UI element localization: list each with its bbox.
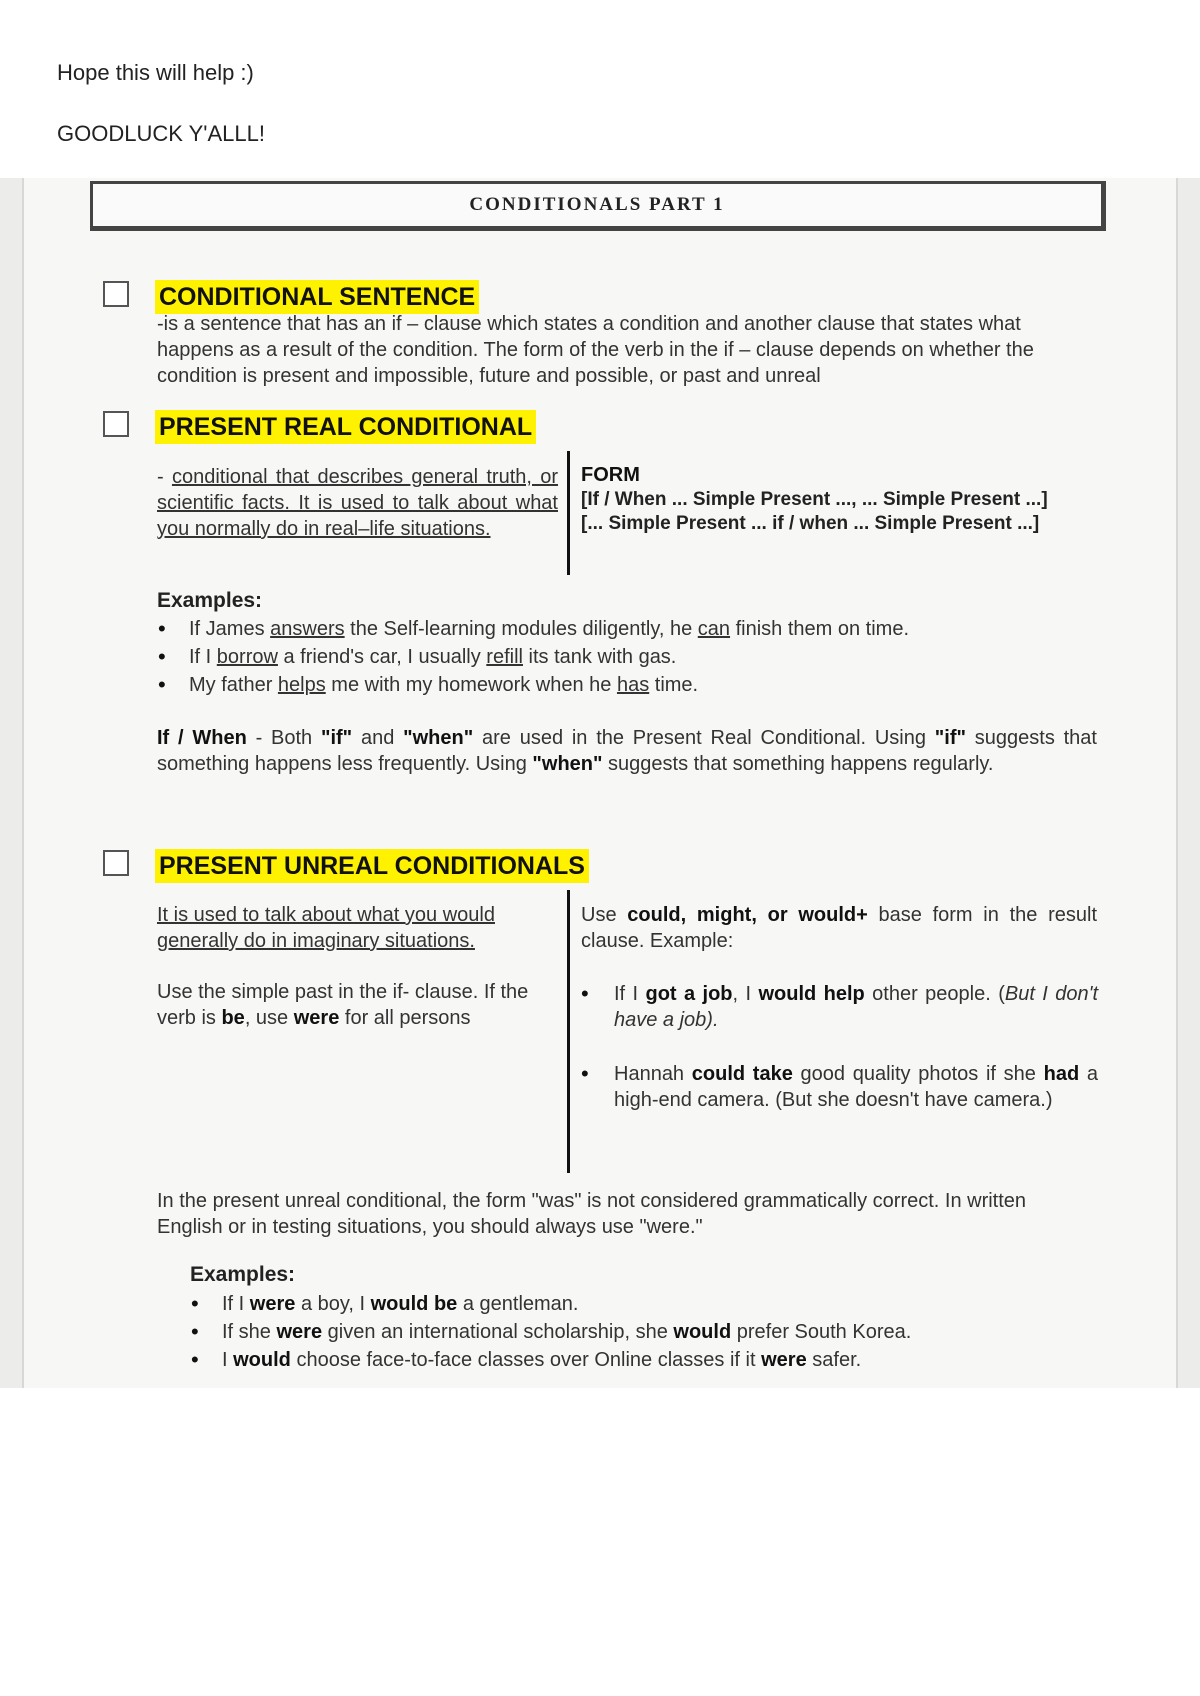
conditional-sentence-checkbox[interactable] [103, 281, 129, 307]
list-item: • If I borrow a friend's car, I usually refill its tank with gas. [155, 643, 1075, 671]
conditional-sentence-definition: -is a sentence that has an if – clause which states a condition and another clause that states what happens as a result of the condition. The form of the verb in the if – clause depends on whether the condition is present and impossible, future and possible, or past and unreal [157, 313, 1034, 387]
list-item: • If she were given an international scholarship, she would prefer South Korea. [188, 1318, 1088, 1346]
form-line-1: [If / When ... Simple Present ..., ... Simple Present ...] [581, 489, 1048, 510]
present-unreal-examples-list [188, 1290, 1088, 1374]
present-unreal-use-note: Use could, might, or would+ base form in the result clause. Example: [581, 904, 1098, 952]
form-line-2: [... Simple Present ... if / when ... Simple Present ...] [581, 513, 1040, 534]
note-line-1: Hope this will help :) [57, 60, 254, 85]
present-real-definition [157, 464, 558, 542]
present-unreal-checkbox[interactable] [103, 850, 129, 876]
list-item: • I would choose face-to-face classes over Online classes if it were safer. [188, 1346, 1088, 1374]
present-real-examples-list [155, 615, 1075, 699]
form-title: FORM [581, 464, 640, 486]
note-line-2: GOODLUCK Y'ALLL! [57, 121, 265, 146]
list-item: • My father helps me with my homework when he has time. [155, 671, 1075, 699]
present-real-definition-text: conditional that describes general truth, or scientific facts. It is used to talk about what you normally do in real–life situations. [157, 466, 558, 540]
present-real-checkbox[interactable] [103, 411, 129, 437]
list-item: • If I were a boy, I would be a gentleman. [188, 1290, 1088, 1318]
conditional-sentence-heading: CONDITIONAL SENTENCE [155, 280, 479, 314]
present-real-divider [567, 451, 570, 575]
present-unreal-divider [567, 890, 570, 1173]
present-unreal-usage: It is used to talk about what you would generally do in imaginary situations. [157, 904, 495, 952]
present-real-heading: PRESENT REAL CONDITIONAL [155, 410, 536, 444]
present-real-definition-dash: - [157, 466, 164, 488]
was-were-note: In the present unreal conditional, the form "was" is not considered grammatically correct. In written English or in testing situations, you should always use "were." [157, 1190, 1027, 1238]
list-item: • If James answers the Self-learning modules diligently, he can finish them on time. [155, 615, 1075, 643]
present-unreal-right-examples [578, 981, 1098, 1113]
list-item: • Hannah could take good quality photos if she had a high-end camera. (But she doesn't have camera.) [578, 1061, 1098, 1113]
if-when-explanation: If / When - Both "if" and "when" are used in the Present Real Conditional. Using "if" suggests that something happens less frequently. Using "when" suggests that something happens regularly. [157, 727, 1097, 775]
list-item: • If I got a job, I would help other people. (But I don't have a job). [578, 981, 1098, 1033]
present-unreal-examples-title: Examples: [190, 1263, 296, 1286]
present-real-examples-title: Examples: [157, 589, 263, 612]
present-unreal-simple-past: Use the simple past in the if- clause. If the verb is be, use were for all persons [157, 981, 529, 1029]
document-title: CONDITIONALS PART 1 [90, 181, 1106, 231]
present-unreal-heading: PRESENT UNREAL CONDITIONALS [155, 849, 589, 883]
